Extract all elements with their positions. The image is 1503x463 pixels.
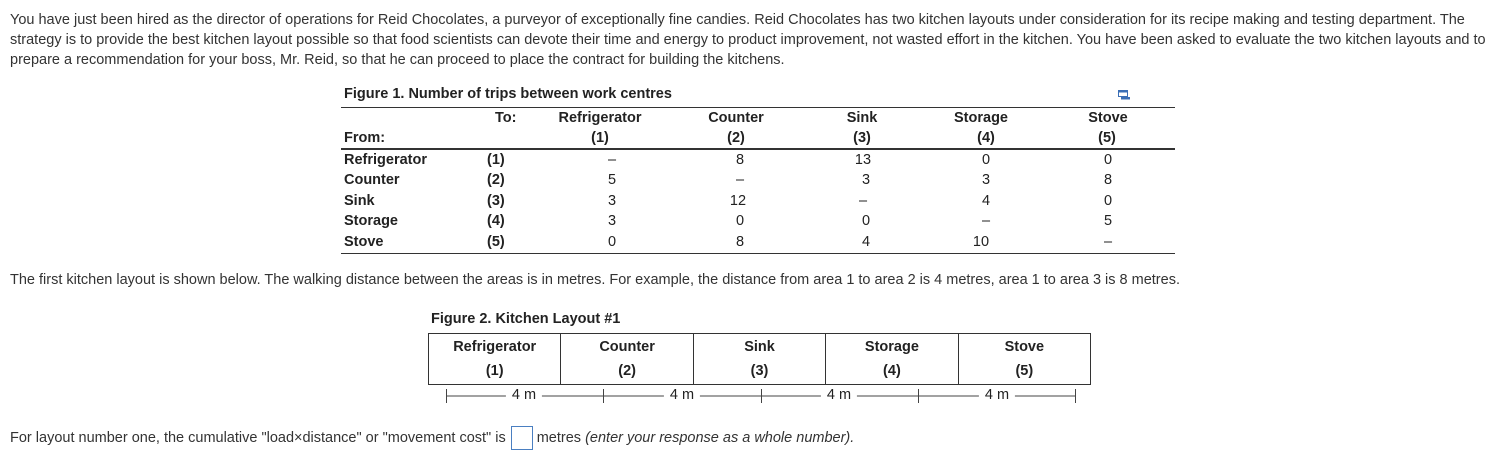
area-num: (2) bbox=[618, 363, 636, 379]
cell-4-2: 0 bbox=[735, 213, 745, 229]
area-num: (4) bbox=[883, 363, 901, 379]
row-name-refrigerator: Refrigerator bbox=[344, 152, 427, 168]
col-header-refrigerator: Refrigerator bbox=[558, 110, 642, 126]
col-num-2: (2) bbox=[727, 130, 745, 146]
to-label: To: bbox=[495, 110, 517, 126]
cell-4-4: – bbox=[981, 213, 991, 229]
distance-label-3-4: 4 m bbox=[821, 387, 857, 403]
row-num-1: (1) bbox=[487, 152, 505, 168]
kitchen-layout-diagram bbox=[428, 333, 1091, 385]
question-suffix: metres bbox=[536, 430, 582, 446]
cell-4-5: 5 bbox=[1103, 213, 1113, 229]
row-num-3: (3) bbox=[487, 193, 505, 209]
area-num: (3) bbox=[750, 363, 769, 379]
table-bottom-rule bbox=[341, 253, 1175, 254]
row-num-2: (2) bbox=[487, 172, 505, 188]
area-name: Counter bbox=[599, 339, 655, 355]
layout-area-sink bbox=[694, 334, 826, 384]
intro-paragraph: You have just been hired as the director of operations for Reid Chocolates, a purveyor of exceptionally fine candies. Reid Chocolates has two kitchen layouts under consideration for its recipe making and testing department. The strategy is to provide the best kitchen layout possible so that food scientists can devote their time and energy to product improvement, not wasted effort in the kitchen. You have been asked to evaluate the two kitchen layouts and to prepare a recommendation for your boss, Mr. Reid, so that he can proceed to place the contract for building the kitchens. bbox=[10, 12, 1486, 68]
col-header-stove: Stove bbox=[1088, 110, 1128, 126]
figure1-title: Figure 1. Number of trips between work centres bbox=[344, 86, 672, 102]
cell-4-1: 3 bbox=[607, 213, 617, 229]
layout-area-storage bbox=[826, 334, 958, 384]
cell-5-3: 4 bbox=[861, 234, 871, 250]
row-name-storage: Storage bbox=[344, 213, 398, 229]
table-header-rule bbox=[341, 148, 1175, 150]
distance-label-2-3: 4 m bbox=[664, 387, 700, 403]
cell-4-3: 0 bbox=[861, 213, 871, 229]
area-name: Storage bbox=[864, 339, 919, 355]
movement-cost-input[interactable] bbox=[511, 426, 533, 450]
cell-5-1: 0 bbox=[607, 234, 617, 250]
question-line bbox=[10, 426, 854, 450]
cell-1-3: 13 bbox=[854, 152, 872, 168]
cell-5-5: – bbox=[1103, 234, 1113, 250]
question-hint: (enter your response as a whole number). bbox=[585, 430, 855, 446]
cell-3-3: – bbox=[858, 193, 868, 209]
question-prefix: For layout number one, the cumulative "load×distance" or "movement cost" is bbox=[10, 430, 506, 446]
layout-area-counter bbox=[561, 334, 693, 384]
col-header-counter: Counter bbox=[708, 110, 764, 126]
cell-1-2: 8 bbox=[735, 152, 745, 168]
table-top-rule bbox=[341, 107, 1175, 108]
distance-label-1-2: 4 m bbox=[506, 387, 542, 403]
cell-3-4: 4 bbox=[981, 193, 991, 209]
col-num-5: (5) bbox=[1098, 130, 1116, 146]
row-name-stove: Stove bbox=[344, 234, 384, 250]
distance-scale bbox=[446, 387, 1076, 405]
row-name-counter: Counter bbox=[344, 172, 400, 188]
distance-label-4-5: 4 m bbox=[979, 387, 1015, 403]
cell-3-2: 12 bbox=[729, 193, 747, 209]
area-num: (5) bbox=[1015, 363, 1034, 379]
layout-area-stove bbox=[959, 334, 1090, 384]
cell-3-1: 3 bbox=[607, 193, 617, 209]
row-num-4: (4) bbox=[487, 213, 505, 229]
col-header-storage: Storage bbox=[954, 110, 1008, 126]
area-name: Sink bbox=[744, 339, 775, 355]
col-header-sink: Sink bbox=[846, 110, 878, 126]
col-num-4: (4) bbox=[977, 130, 995, 146]
area-name: Stove bbox=[1004, 339, 1045, 355]
col-num-1: (1) bbox=[591, 130, 609, 146]
cell-3-5: 0 bbox=[1103, 193, 1113, 209]
from-label: From: bbox=[344, 130, 386, 146]
cell-2-2: – bbox=[735, 172, 745, 188]
layout-description: The first kitchen layout is shown below. The walking distance between the areas is in metres. For example, the distance from area 1 to area 2 is 4 metres, area 1 to area 3 is 8 metres. bbox=[10, 272, 1180, 288]
cell-5-2: 8 bbox=[735, 234, 745, 250]
cell-1-1: – bbox=[607, 152, 617, 168]
col-num-3: (3) bbox=[853, 130, 871, 146]
area-num: (1) bbox=[485, 363, 504, 379]
cell-5-4: 10 bbox=[972, 234, 990, 250]
cell-2-5: 8 bbox=[1103, 172, 1113, 188]
cell-1-5: 0 bbox=[1103, 152, 1113, 168]
cell-2-4: 3 bbox=[981, 172, 991, 188]
figure2-title: Figure 2. Kitchen Layout #1 bbox=[431, 311, 621, 327]
area-name: Refrigerator bbox=[453, 339, 537, 355]
layout-area-refrigerator bbox=[429, 334, 561, 384]
row-num-5: (5) bbox=[487, 234, 505, 250]
cell-2-3: 3 bbox=[861, 172, 871, 188]
cell-2-1: 5 bbox=[607, 172, 617, 188]
cell-1-4: 0 bbox=[981, 152, 991, 168]
row-name-sink: Sink bbox=[344, 193, 375, 209]
